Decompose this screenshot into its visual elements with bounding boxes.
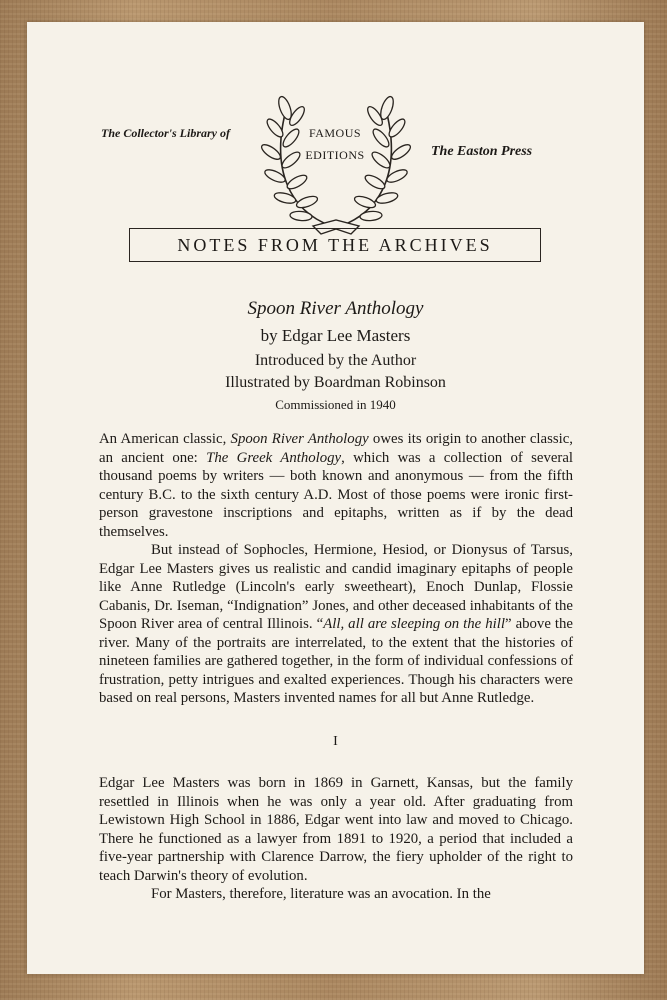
italic-quote: All, all are sleeping on the hill [323, 616, 505, 632]
commission-date: Commissioned in 1940 [275, 397, 396, 412]
text-run: owes its origin to another classic, an ancient one: [99, 431, 574, 466]
archives-banner: NOTES FROM THE ARCHIVES [129, 228, 541, 262]
text-run: ” above the river. Many of the portraits are interrelated, to the extent that the histories of nineteen families are gathered together, in the form of individual confessions of frustration, petty intrigues and exalted experiences. Though his characters were based on real persons, Masters invented names for all but Anne Rutledge. [99, 616, 573, 706]
section-number: I [333, 734, 338, 749]
archive-notes-sheet [27, 22, 644, 974]
paragraph-avocation: For Masters, therefore, literature was an avocation. In the [151, 886, 491, 902]
book-title: Spoon River Anthology [247, 298, 424, 319]
collectors-library-label: The Collector's Library of [101, 126, 230, 140]
famous-label: FAMOUS [308, 126, 362, 140]
biography-section-text [99, 774, 573, 904]
paragraph-biography: Edgar Lee Masters was born in 1869 in Garnett, Kansas, but the family resettled in Illinois when he was only a year old. After graduating from Lewistown High School in 1886, Edgar went into law and moved to Chicago. There he functioned as a lawyer from 1891 to 1920, a period that included a five-year partnership with Clarence Darrow, the fiery upholder of the right to teach Darwin's theory of evolution. [99, 775, 573, 884]
text-run: , which was a collection of several thousand poems by writers — both known and anonymous — from the fifth century B.C. to the sixth century A.D. Most of those poems were ironic first-person gravestone inscriptions and epitaphs, written as if by the dead themselves. [99, 449, 574, 540]
intro-section-text [99, 430, 573, 708]
book-author: by Edgar Lee Masters [260, 326, 411, 345]
introduction-credit: Introduced by the Author [254, 352, 417, 369]
text-run: An American classic, [99, 431, 231, 447]
publisher-logo-text: The Easton Press [431, 144, 533, 159]
text-run: But instead of Sophocles, Hermione, Hesiod, or Dionysus of Tarsus, Edgar Lee Masters gives us realistic and candid imaginary epitaphs of people like Anne Rutledge (Lincoln's early sweetheart), Enoch Dunlap, Flossie Cabanis, Dr. Iseman, “Indignation” Jones, and other deceased inhabitants of the Spoon River area of central Illinois. “ [99, 542, 573, 632]
italic-title: The Greek Anthology [206, 449, 342, 466]
paragraph-epitaphs [99, 541, 573, 708]
italic-title: Spoon River Anthology [230, 431, 369, 447]
editions-label: EDITIONS [305, 148, 365, 162]
paragraph-origin [99, 430, 573, 541]
illustration-credit: Illustrated by Boardman Robinson [225, 374, 446, 391]
